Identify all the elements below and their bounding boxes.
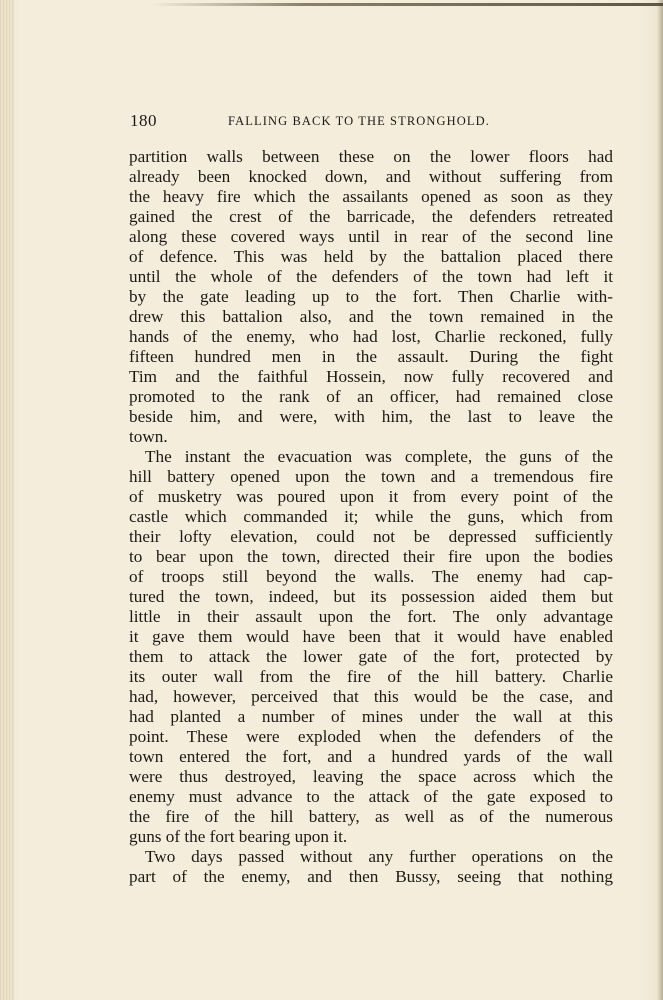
chapter-running-title: FALLING BACK TO THE STRONGHOLD.: [228, 114, 490, 128]
text-line: tured the town, indeed, but its possession aided them but: [129, 587, 613, 606]
text-line: hill battery opened upon the town and a tremendous fire: [129, 467, 613, 486]
paragraph-last-line: town.: [129, 427, 168, 446]
text-line: point. These were exploded when the defenders of the: [129, 727, 613, 746]
page-right-edge: [657, 0, 663, 1000]
body-text: [129, 147, 613, 887]
page-gutter: [0, 0, 14, 1000]
text-line: until the whole of the defenders of the town had left it: [129, 267, 613, 286]
text-line: already been knocked down, and without suffering from: [129, 167, 613, 186]
text-line: gained the crest of the barricade, the defenders retreated: [129, 207, 613, 226]
paragraph-first-line: Two days passed without any further operations on the: [145, 847, 613, 866]
text-line: the fire of the hill battery, as well as of the numerous: [129, 807, 613, 826]
text-line: enemy must advance to the attack of the gate exposed to: [129, 787, 613, 806]
text-line: it gave them would have been that it would have enabled: [129, 627, 613, 646]
text-line: them to attack the lower gate of the fort, protected by: [129, 647, 613, 666]
text-line: the heavy fire which the assailants opened as soon as they: [129, 187, 613, 206]
text-line: of troops still beyond the walls. The enemy had cap-: [129, 567, 613, 586]
paragraph-first-line: The instant the evacuation was complete, the guns of the: [145, 447, 613, 466]
text-line: beside him, and were, with him, the last to leave the: [129, 407, 613, 426]
text-line: Tim and the faithful Hossein, now fully recovered and: [129, 367, 613, 386]
text-line: had, however, perceived that this would be the case, and: [129, 687, 613, 706]
text-line: of defence. This was held by the battalion placed there: [129, 247, 613, 266]
text-line: of musketry was poured upon it from every point of the: [129, 487, 613, 506]
paragraph-last-line: guns of the fort bearing upon it.: [129, 827, 348, 846]
text-line: had planted a number of mines under the wall at this: [129, 707, 613, 726]
text-line: town entered the fort, and a hundred yards of the wall: [129, 747, 613, 766]
top-edge-rule: [150, 3, 663, 6]
text-line: its outer wall from the fire of the hill battery. Charlie: [129, 667, 613, 686]
text-line: were thus destroyed, leaving the space across which the: [129, 767, 613, 786]
text-line: castle which commanded it; while the guns, which from: [129, 507, 613, 526]
text-line: along these covered ways until in rear of the second line: [129, 227, 613, 246]
page-number: 180: [130, 111, 157, 130]
text-line: fifteen hundred men in the assault. During the fight: [129, 347, 613, 366]
text-line: drew this battalion also, and the town remained in the: [129, 307, 613, 326]
text-line: by the gate leading up to the fort. Then Charlie with-: [129, 287, 613, 306]
text-line: to bear upon the town, directed their fire upon the bodies: [129, 547, 613, 566]
text-line: part of the enemy, and then Bussy, seeing that nothing: [129, 867, 613, 886]
text-line: promoted to the rank of an officer, had remained close: [129, 387, 613, 406]
text-line: partition walls between these on the lower floors had: [129, 147, 613, 166]
running-head: [130, 111, 520, 133]
text-line: their lofty elevation, could not be depressed sufficiently: [129, 527, 613, 546]
text-line: little in their assault upon the fort. The only advantage: [129, 607, 613, 626]
text-line: hands of the enemy, who had lost, Charlie reckoned, fully: [129, 327, 613, 346]
